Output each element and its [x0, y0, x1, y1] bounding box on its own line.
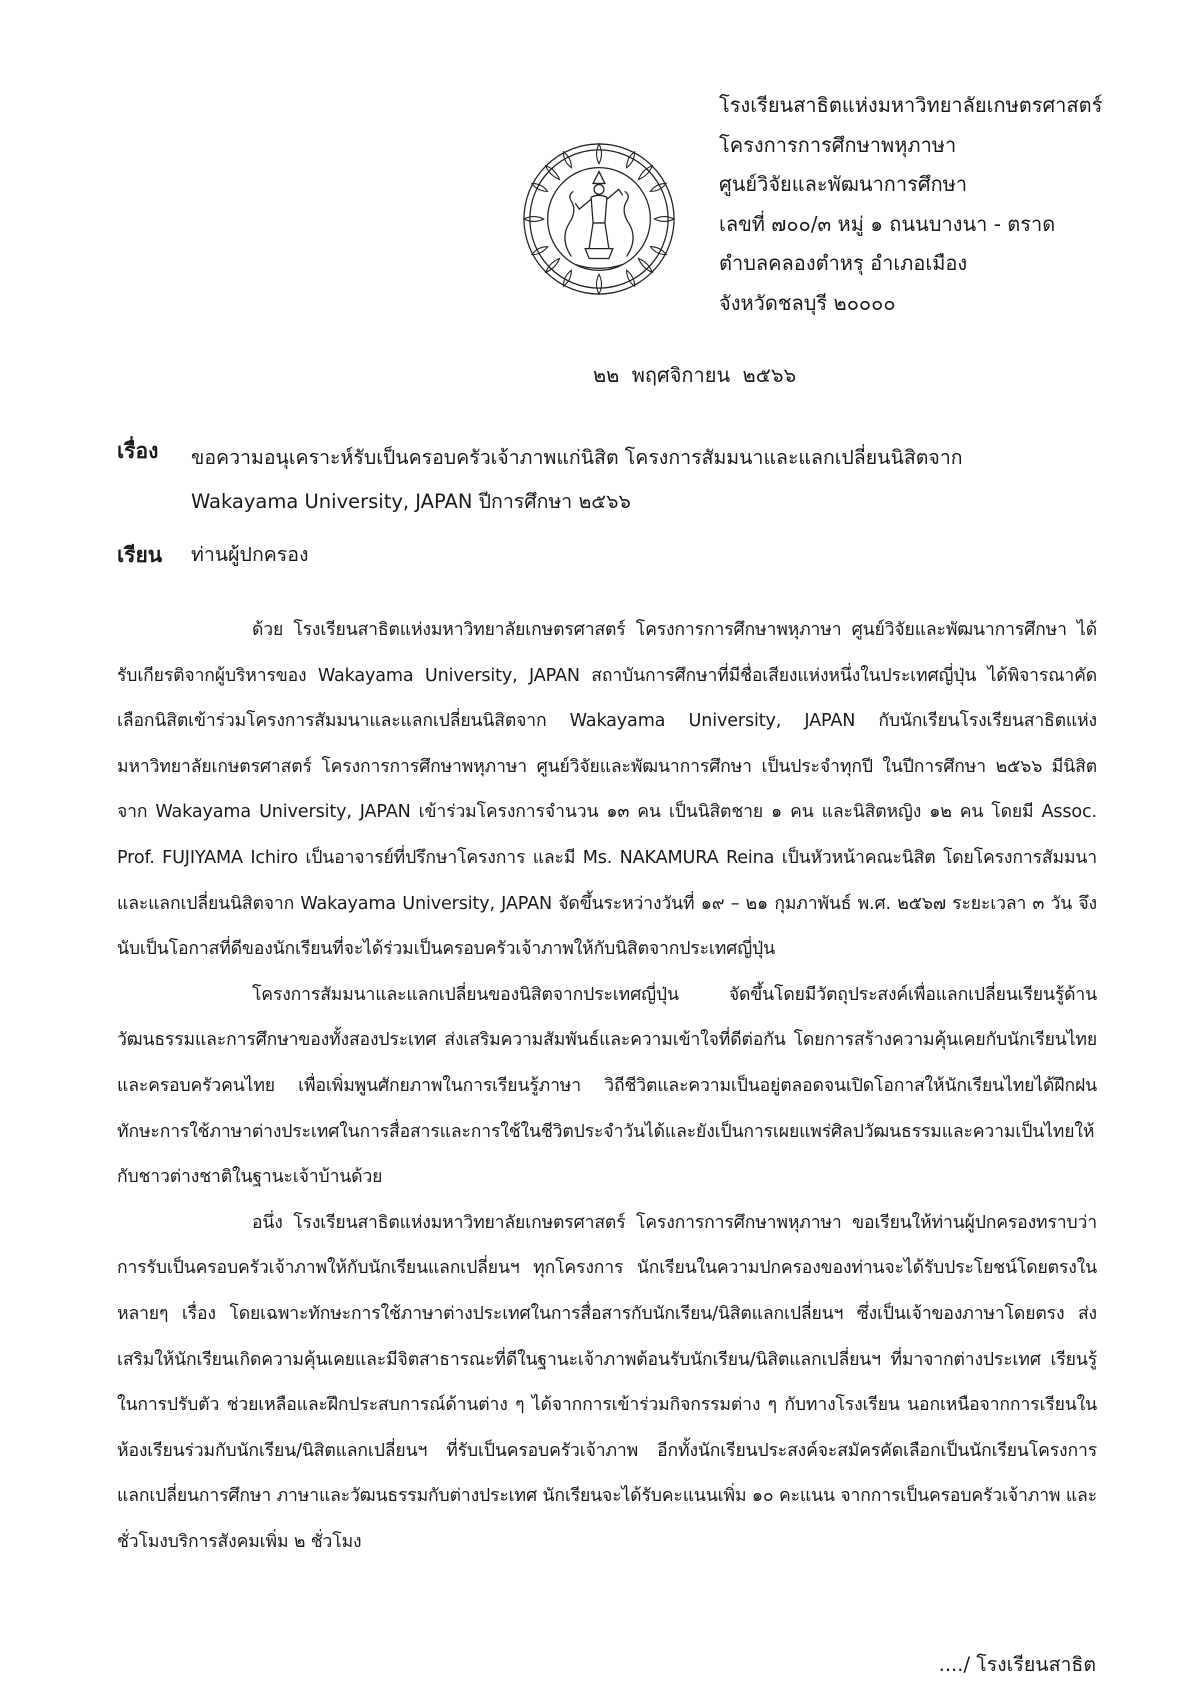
- subject-text: [191, 436, 1111, 524]
- address-line: จังหวัดชลบุรี ๒๐๐๐๐: [719, 290, 896, 315]
- address-line: ตำบลคลองตำหรุ อำเภอเมือง: [719, 251, 968, 275]
- continued-marker: ..../ โรงเรียนสาธิต: [938, 1653, 1096, 1676]
- salutation-label: เรียน: [117, 543, 163, 567]
- sender-address: [719, 86, 1159, 323]
- body-paragraph: โครงการสัมมนาและแลกเปลี่ยนของนิสิตจากประเทศญี่ปุ่น จัดขึ้นโดยมีวัตถุประสงค์เพื่อแลกเปลี่ยนเรียนรู้ด้านวัฒนธรรมและการศึกษาของทั้งสองประเทศ ส่งเสริมความสัมพันธ์และความเข้าใจที่ดีต่อกัน โดยการสร้างความคุ้นเคยกับนักเรียนไทยและครอบครัวคนไทย เพื่อเพิ่มพูนศักยภาพในการเรียนรู้ภาษา วิถีชีวิตและความเป็นอยู่ตลอดจนเปิดโอกาสให้นักเรียนไทยได้ฝึกฝนทักษะการใช้ภาษาต่างประเทศในการสื่อสารและการใช้ในชีวิตประจำวันได้และยังเป็นการเผยแพร่ศิลปวัฒนธรรมและความเป็นไทยให้กับชาวต่างชาติในฐานะเจ้าบ้านด้วย: [117, 984, 1097, 1188]
- subject-line: ขอความอนุเคราะห์รับเป็นครอบครัวเจ้าภาพแก่นิสิต โครงการสัมมนาและแลกเปลี่ยนนิสิตจาก: [191, 446, 963, 469]
- address-line: ศูนย์วิจัยและพัฒนาการศึกษา: [719, 172, 968, 196]
- seal-graphic: [520, 140, 678, 298]
- address-line: เลขที่ ๗๐๐/๓ หมู่ ๑ ถนนบางนา - ตราด: [719, 211, 1056, 236]
- school-seal-icon: [520, 140, 678, 298]
- address-line: โรงเรียนสาธิตแห่งมหาวิทยาลัยเกษตรศาสตร์: [719, 93, 1103, 117]
- subject-label: เรื่อง: [117, 439, 159, 463]
- letter-body: [117, 608, 1097, 1565]
- salutation-text: ท่านผู้ปกครอง: [191, 543, 309, 566]
- body-paragraph: ด้วย โรงเรียนสาธิตแห่งมหาวิทยาลัยเกษตรศาสตร์ โครงการการศึกษาพหุภาษา ศูนย์วิจัยและพัฒนาการศึกษา ได้รับเกียรติจากผู้บริหารของ Wakayama University, JAPAN สถาบันการศึกษาที่มีชื่อเสียงแห่งหนึ่งในประเทศญี่ปุ่น ได้พิจารณาคัดเลือกนิสิตเข้าร่วมโครงการสัมมนาและแลกเปลี่ยนนิสิตจาก Wakayama University, JAPAN กับนักเรียนโรงเรียนสาธิตแห่งมหาวิทยาลัยเกษตรศาสตร์ โครงการการศึกษาพหุภาษา ศูนย์วิจัยและพัฒนาการศึกษา เป็นประจำทุกปี ในปีการศึกษา ๒๕๖๖ มีนิสิตจาก Wakayama University, JAPAN เข้าร่วมโครงการจำนวน ๑๓ คน เป็นนิสิตชาย ๑ คน และนิสิตหญิง ๑๒ คน โดยมี Assoc. Prof. FUJIYAMA Ichiro เป็นอาจารย์ที่ปรึกษาโครงการ และมี Ms. NAKAMURA Reina เป็นหัวหน้าคณะนิสิต โดยโครงการสัมมนาและแลกเปลี่ยนนิสิตจาก Wakayama University, JAPAN จัดขึ้นระหว่างวันที่ ๑๙ – ๒๑ กุมภาพันธ์ พ.ศ. ๒๕๖๗ ระยะเวลา ๓ วัน จึงนับเป็นโอกาสที่ดีของนักเรียนที่จะได้ร่วมเป็นครอบครัวเจ้าภาพให้กับนิสิตจากประเทศญี่ปุ่น: [117, 620, 1097, 960]
- subject-line: Wakayama University, JAPAN ปีการศึกษา ๒๕๖๖: [191, 490, 631, 513]
- letter-date: ๒๒ พฤศจิกายน ๒๕๖๖: [593, 363, 797, 387]
- body-paragraph: อนึ่ง โรงเรียนสาธิตแห่งมหาวิทยาลัยเกษตรศาสตร์ โครงการการศึกษาพหุภาษา ขอเรียนให้ท่านผู้ปกครองทราบว่า การรับเป็นครอบครัวเจ้าภาพให้กับนักเรียนแลกเปลี่ยนฯ ทุกโครงการ นักเรียนในความปกครองของท่านจะได้รับประโยชน์โดยตรงในหลายๆ เรื่อง โดยเฉพาะทักษะการใช้ภาษาต่างประเทศในการสื่อสารกับนักเรียน/นิสิตแลกเปลี่ยนฯ ซึ่งเป็นเจ้าของภาษาโดยตรง ส่งเสริมให้นักเรียนเกิดความคุ้นเคยและมีจิตสาธารณะที่ดีในฐานะเจ้าภาพต้อนรับนักเรียน/นิสิตแลกเปลี่ยนฯ ที่มาจากต่างประเทศ เรียนรู้ในการปรับตัว ช่วยเหลือและฝึกประสบการณ์ด้านต่าง ๆ ได้จากการเข้าร่วมกิจกรรมต่าง ๆ กับทางโรงเรียน นอกเหนือจากการเรียนในห้องเรียนร่วมกับนักเรียน/นิสิตแลกเปลี่ยนฯ ที่รับเป็นครอบครัวเจ้าภาพ อีกทั้งนักเรียนประสงค์จะสมัครคัดเลือกเป็นนักเรียนโครงการแลกเปลี่ยนการศึกษา ภาษาและวัฒนธรรมกับต่างประเทศ นักเรียนจะได้รับคะแนนเพิ่ม ๑๐ คะแนน จากการเป็นครอบครัวเจ้าภาพ และชั่วโมงบริการสังคมเพิ่ม ๒ ชั่วโมง: [117, 1212, 1097, 1552]
- address-line: โครงการการศึกษาพหุภาษา: [719, 132, 957, 157]
